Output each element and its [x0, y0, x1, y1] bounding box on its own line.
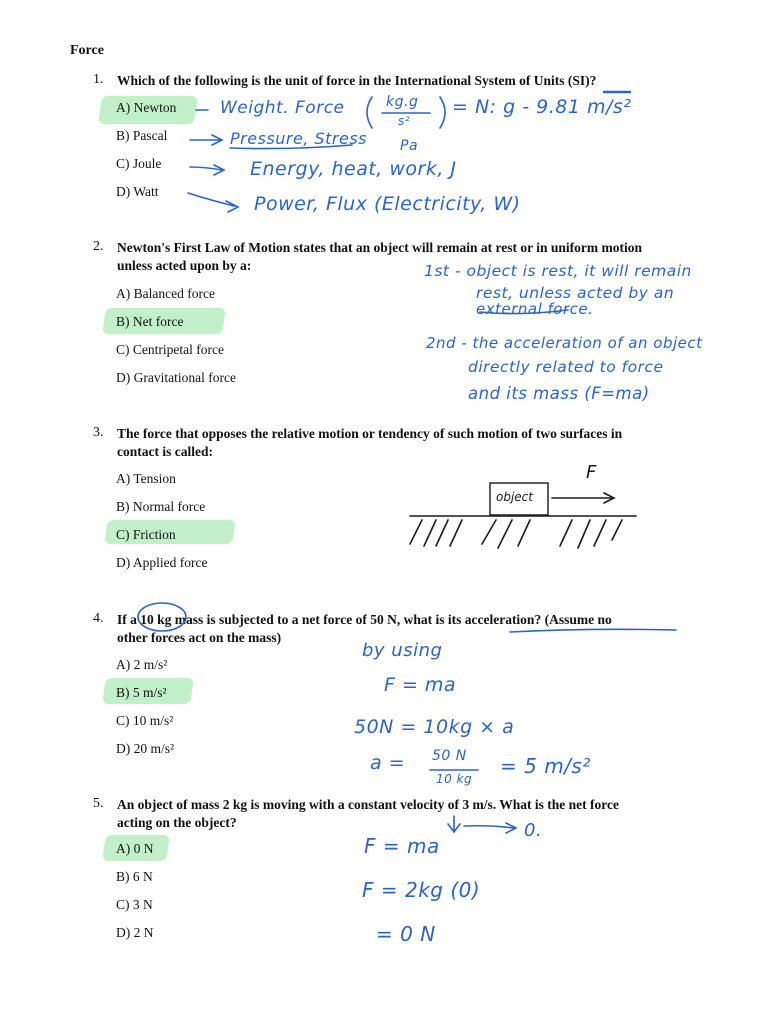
question-text: unless acted upon by a:	[117, 258, 252, 273]
option-d: D) Gravitational force	[116, 370, 236, 385]
option-b: B) Normal force	[116, 499, 206, 514]
handwritten-note: = N: g - 9.81 m/s²	[452, 96, 632, 118]
handwritten-note: = 5 m/s²	[500, 754, 591, 778]
handwritten-note: F = ma	[364, 834, 440, 858]
question-number: 3.	[93, 425, 104, 440]
option-d: D) 20 m/s²	[116, 741, 175, 756]
question-text: Which of the following is the unit of force in the International System of Units (SI)?	[117, 73, 597, 88]
handwritten-note: 2nd - the acceleration of an object	[426, 334, 703, 352]
handwritten-note: kg.g	[386, 94, 419, 110]
question-text: An object of mass 2 kg is moving with a constant velocity of 3 m/s. What is the net force	[117, 797, 619, 812]
question-text: other forces act on the mass)	[117, 630, 282, 645]
handwritten-note: Pressure, Stress	[230, 129, 367, 148]
option-a: A) Balanced force	[116, 286, 215, 301]
handwritten-note: external force.	[476, 300, 594, 318]
question-number: 1.	[93, 72, 104, 87]
handwritten-note: Power, Flux (Electricity, W)	[254, 193, 521, 215]
option-a: A) Newton	[116, 100, 177, 115]
handwritten-note: Pa	[400, 138, 419, 154]
option-d: D) Watt	[116, 184, 159, 199]
question-text: The force that opposes the relative motion or tendency of such motion of two surfaces in	[117, 426, 623, 441]
handwritten-note: directly related to force	[468, 358, 664, 376]
option-b: B) Pascal	[116, 128, 168, 143]
question-text: Newton's First Law of Motion states that an object will remain at rest or in uniform motion	[117, 240, 642, 255]
diagram-force-label: F	[586, 462, 597, 483]
question-number: 4.	[93, 611, 104, 626]
question-number: 5.	[93, 796, 104, 811]
option-d: D) Applied force	[116, 555, 208, 570]
question-text: contact is called:	[117, 444, 213, 459]
handwritten-note: F = ma	[384, 674, 457, 696]
option-a: A) 0 N	[116, 841, 154, 856]
question-text: acting on the object?	[117, 815, 237, 830]
page-title: Force	[70, 43, 104, 58]
handwritten-note: 1st - object is rest, it will remain	[424, 262, 692, 280]
option-a: A) 2 m/s²	[116, 657, 168, 672]
handwritten-note: a =	[370, 752, 406, 774]
option-c: C) Friction	[116, 527, 176, 542]
handwritten-note: 50N = 10kg × a	[354, 716, 515, 738]
option-b: B) 5 m/s²	[116, 685, 167, 700]
option-c: C) 10 m/s²	[116, 713, 174, 728]
handwritten-note: and its mass (F=ma)	[468, 384, 650, 403]
handwritten-note: 0.	[524, 820, 543, 841]
handwritten-note: = 0 N	[376, 922, 436, 946]
option-b: B) Net force	[116, 314, 184, 329]
option-b: B) 6 N	[116, 869, 153, 884]
option-c: C) 3 N	[116, 897, 153, 912]
handwritten-note: rest, unless acted by an	[476, 284, 675, 302]
option-c: C) Centripetal force	[116, 342, 224, 357]
option-c: C) Joule	[116, 156, 162, 171]
handwritten-note: 10 kg	[436, 772, 473, 786]
handwritten-note: Energy, heat, work, J	[250, 158, 457, 180]
handwritten-note: Weight. Force	[220, 98, 345, 118]
handwritten-note: by using	[362, 640, 443, 661]
handwritten-note: s²	[398, 114, 411, 128]
question-number: 2.	[93, 239, 104, 254]
option-a: A) Tension	[116, 471, 176, 486]
handwritten-note: F = 2kg (0)	[362, 878, 481, 902]
option-d: D) 2 N	[116, 925, 154, 940]
diagram-object-label: object	[496, 490, 533, 504]
handwritten-note: 50 N	[432, 748, 467, 764]
question-text: If a 10 kg mass is subjected to a net force of 50 N, what is its acceleration? (Assume no	[117, 612, 612, 627]
